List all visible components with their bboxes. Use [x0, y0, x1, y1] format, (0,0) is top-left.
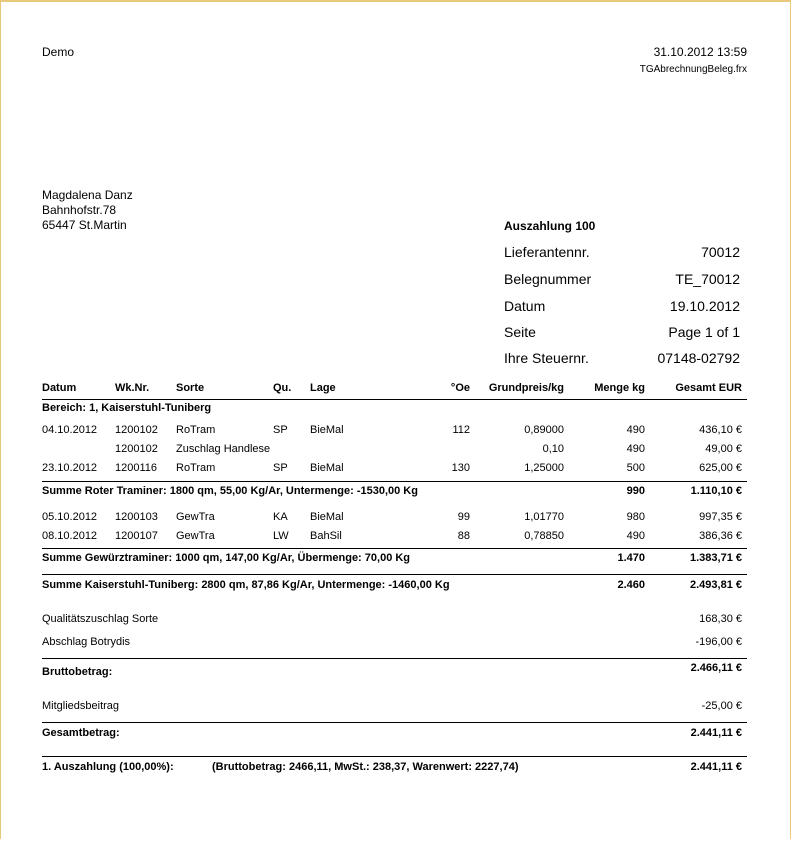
info-value: 70012: [701, 244, 740, 260]
header-datetime: 31.10.2012 13:59: [653, 45, 747, 59]
cell-wknr: 1200107: [115, 530, 158, 542]
adjustment-row: [1, 613, 792, 629]
cell-oe: 112: [452, 424, 470, 436]
cell-qu: LW: [273, 530, 289, 542]
gesamt-label: Gesamtbetrag:: [42, 727, 120, 739]
table-row: [1, 443, 792, 459]
brutto-label: Bruttobetrag:: [42, 666, 113, 678]
adjustment-value: 168,30 €: [699, 613, 742, 625]
col-header-menge: Menge kg: [594, 382, 645, 394]
info-label: Belegnummer: [504, 271, 592, 287]
auszahlung-value: 2.441,11 €: [690, 761, 742, 773]
cell-wknr: 1200102: [115, 424, 158, 436]
info-value: 07148-02792: [657, 350, 740, 366]
cell-datum: 05.10.2012: [42, 511, 98, 523]
info-row-lieferant: [504, 244, 740, 264]
recipient-address: [42, 188, 133, 233]
adjustment-value: -196,00 €: [695, 636, 742, 648]
document-title: Auszahlung 100: [504, 219, 596, 233]
info-label: Datum: [504, 298, 546, 314]
divider: [42, 574, 747, 575]
cell-grundpreis: 1,25000: [524, 462, 564, 474]
col-header-grundpreis: Grundpreis/kg: [488, 382, 564, 394]
col-header-lage: Lage: [310, 382, 336, 394]
table-row: [1, 511, 792, 527]
table-row: [1, 530, 792, 546]
subtotal-row: [1, 485, 792, 501]
mitglied-value: -25,00 €: [701, 700, 742, 712]
cell-qu: SP: [273, 424, 288, 436]
info-value: 19.10.2012: [669, 298, 740, 314]
info-label: Seite: [504, 324, 536, 340]
cell-wknr: 1200103: [115, 511, 158, 523]
auszahlung-row: [1, 761, 792, 777]
info-row-datum: [504, 298, 740, 318]
divider: [42, 548, 747, 549]
cell-menge: 490: [626, 530, 645, 542]
info-label: Ihre Steuernr.: [504, 350, 589, 366]
bereich-label: Bereich: 1, Kaiserstuhl-Tuniberg: [42, 402, 212, 414]
cell-lage: BieMal: [310, 424, 344, 436]
col-header-qu: Qu.: [273, 382, 292, 394]
gesamt-row: [1, 727, 792, 743]
cell-oe: 88: [457, 530, 470, 542]
adjustment-row: [1, 700, 792, 716]
divider: [42, 399, 747, 400]
divider: [42, 481, 747, 482]
col-header-datum: Datum: [42, 382, 77, 394]
cell-gesamt: 997,35 €: [699, 511, 742, 523]
col-header-oe: °Oe: [450, 382, 470, 394]
cell-grundpreis: 1,01770: [524, 511, 564, 523]
divider: [42, 722, 747, 723]
adjustment-label: Qualitätszuschlag Sorte: [42, 613, 159, 625]
cell-gesamt: 436,10 €: [699, 424, 742, 436]
table-row: [1, 424, 792, 440]
header-report-file: TGAbrechnungBeleg.frx: [639, 64, 747, 75]
brutto-value: 2.466,11 €: [690, 662, 742, 674]
mitglied-label: Mitgliedsbeitrag: [42, 700, 120, 712]
auszahlung-detail: (Bruttobetrag: 2466,11, MwSt.: 238,37, Warenwert: 2227,74): [212, 761, 519, 773]
cell-qu: SP: [273, 462, 288, 474]
info-label: Lieferantennr.: [504, 244, 590, 260]
cell-lage: BahSil: [310, 530, 342, 542]
cell-grundpreis: 0,89000: [524, 424, 564, 436]
address-line: Bahnhofstr.78: [42, 203, 117, 217]
section-heading: [1, 402, 792, 418]
info-row-beleg: [504, 271, 740, 291]
section-total-gesamt: 2.493,81 €: [690, 579, 742, 591]
cell-gesamt: 386,36 €: [699, 530, 742, 542]
cell-menge: 490: [626, 424, 645, 436]
cell-gesamt: 49,00 €: [705, 443, 742, 455]
section-total-label: Summe Kaiserstuhl-Tuniberg: 2800 qm, 87,86 Kg/Ar, Untermenge: -1460,00 Kg: [42, 579, 450, 591]
info-value: TE_70012: [675, 271, 740, 287]
cell-wknr: 1200102: [115, 443, 158, 455]
info-value: Page 1 of 1: [668, 324, 740, 340]
cell-sorte: GewTra: [176, 511, 215, 523]
cell-grundpreis: 0,10: [542, 443, 564, 455]
cell-menge: 980: [626, 511, 645, 523]
col-header-sorte: Sorte: [176, 382, 205, 394]
cell-grundpreis: 0,78850: [524, 530, 564, 542]
cell-datum: 04.10.2012: [42, 424, 98, 436]
cell-sorte: RoTram: [176, 462, 216, 474]
subtotal-label: Summe Gewürztraminer: 1000 qm, 147,00 Kg/Ar, Übermenge: 70,00 Kg: [42, 552, 411, 564]
brutto-value-row: [1, 662, 792, 678]
adjustment-label: Abschlag Botrydis: [42, 636, 131, 648]
section-total-menge: 2.460: [617, 579, 645, 591]
cell-oe: 130: [451, 462, 470, 474]
table-header: [1, 382, 792, 398]
subtotal-menge: 990: [626, 485, 645, 497]
cell-sorte: Zuschlag Handlese: [176, 443, 271, 455]
section-total-row: [1, 579, 792, 595]
col-header-wknr: Wk.Nr.: [115, 382, 150, 394]
divider: [42, 658, 747, 659]
header-company: Demo: [42, 45, 75, 59]
cell-sorte: GewTra: [176, 530, 215, 542]
subtotal-gesamt: 1.383,71 €: [690, 552, 742, 564]
divider: [42, 756, 747, 757]
cell-gesamt: 625,00 €: [699, 462, 742, 474]
subtotal-gesamt: 1.110,10 €: [690, 485, 742, 497]
cell-oe: 99: [457, 511, 470, 523]
info-row-seite: [504, 324, 740, 344]
cell-datum: 08.10.2012: [42, 530, 98, 542]
gesamt-value: 2.441,11 €: [690, 727, 742, 739]
cell-lage: BieMal: [310, 462, 344, 474]
subtotal-row: [1, 552, 792, 568]
address-line: 65447 St.Martin: [42, 218, 127, 232]
cell-qu: KA: [273, 511, 288, 523]
cell-menge: 500: [626, 462, 645, 474]
auszahlung-label: 1. Auszahlung (100,00%):: [42, 761, 174, 773]
subtotal-label: Summe Roter Traminer: 1800 qm, 55,00 Kg/Ar, Untermenge: -1530,00 Kg: [42, 485, 418, 497]
subtotal-menge: 1.470: [617, 552, 645, 564]
table-row: [1, 462, 792, 478]
cell-sorte: RoTram: [176, 424, 216, 436]
adjustment-row: [1, 636, 792, 652]
cell-datum: 23.10.2012: [42, 462, 98, 474]
col-header-gesamt: Gesamt EUR: [675, 382, 742, 394]
cell-wknr: 1200116: [115, 462, 158, 474]
cell-menge: 490: [626, 443, 645, 455]
cell-lage: BieMal: [310, 511, 344, 523]
info-row-steuernr: [504, 350, 740, 370]
address-line: Magdalena Danz: [42, 188, 133, 202]
